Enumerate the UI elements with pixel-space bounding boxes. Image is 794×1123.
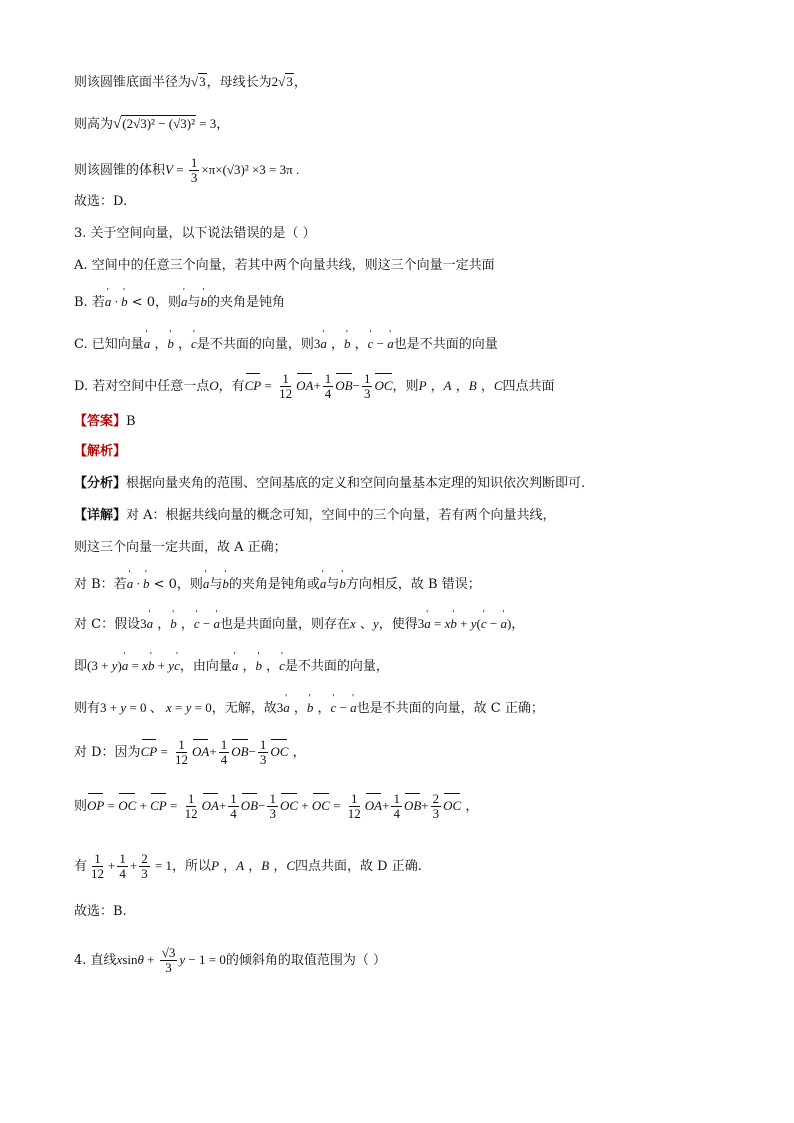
- detail-line-c1: 对 C：假设3' a ，' b ，' c − ' a也是共面向量，则存在x 、y，使得3' a = x' b + y(' c − ' a)，: [74, 614, 754, 635]
- fraction: $\frac{1}{3}$: [190, 155, 198, 185]
- fenxi-line: 【分析】根据向量夹角的范围、空间基底的定义和空间向量基本定理的知识依次判断即可.: [74, 476, 586, 491]
- detail-line-c3: 则有3 + y = 0 、 x = y = 0，无解，故3' a ，' b ，' c − ' a也是不共面的向量，故 C 正确；: [74, 698, 754, 719]
- detail-line-d1: 对 D：因为CP = $\frac{1}{12}$ OA+ $\frac{1}{4}$ OB− $\frac{1}{3}$ OC ，: [74, 737, 306, 767]
- text-line-height: 则高为√(2√3)² − (√3)² = 3，: [74, 116, 230, 132]
- detail-line-1: 【详解】对 A：根据共线向量的概念可知，空间中的三个向量，若有两个向量共线，: [74, 508, 556, 523]
- question-3-title: 3. 关于空间向量，以下说法错误的是（ ）: [74, 226, 316, 241]
- option-c: C. 已知向量' a ，' b ，' c是不共面的向量，则3' a ，' b ，' c − ' a也是不共面的向量: [74, 334, 754, 355]
- detail-line-b: 对 B：若' a · ' b < 0，则' a与' b的夹角是钝角或' a与' b方向相反，故 B 错误；: [74, 574, 754, 595]
- detail-line-d3: 有 $\frac{1}{12}$ + $\frac{1}{4}$ + $\frac{2}{3}$ = 1，所以P ，A ，B ，C四点共面，故 D 正确.: [74, 851, 422, 881]
- detail-line-d2: 则OP = OC + CP = $\frac{1}{12}$ OA+ $\frac{1}{4}$ OB− $\frac{1}{3}$ OC + OC = $\frac{1}{12}$ OA+ $\frac{1}{4}$ OB+ $\frac{2}{3}$ OC ，: [74, 791, 479, 821]
- detail-line-c2: 即(3 + y)' a = x' b + y' c，由向量' a ，' b ，' c是不共面的向量，: [74, 656, 754, 677]
- answer-value: B: [126, 414, 136, 429]
- option-a: A. 空间中的任意三个向量，若其中两个向量共线，则这三个向量一定共面: [74, 258, 495, 273]
- text-line-radius: 则该圆锥底面半径为√3，母线长为2√3，: [74, 74, 307, 90]
- detail-choice-line: 故选：B.: [74, 904, 127, 919]
- question-4-title: 4. 直线xsinθ + $\frac{√3}{3}$ y − 1 = 0的倾斜角的取值范围为（ ）: [74, 945, 386, 975]
- option-b: B. 若' a · ' b < 0，则' a与' b的夹角是钝角: [74, 292, 754, 313]
- option-d: D. 若对空间中任意一点O，有CP = $\frac{1}{12}$ OA+ $\frac{1}{4}$ OB− $\frac{1}{3}$ OC，则P ，A ，B ，C四点共面: [74, 371, 555, 401]
- text-line-choice: 故选：D.: [74, 194, 128, 209]
- answer-line: [74, 412, 754, 432]
- detail-line-2: 则这三个向量一定共面，故 A 正确；: [74, 540, 287, 555]
- answer-tag: 【答案】: [74, 414, 127, 429]
- analysis-heading: 【解析】: [74, 444, 127, 459]
- text-line-volume: 则该圆锥的体积V = $\frac{1}{3}$ ×π×(√3)² ×3 = 3π .: [74, 155, 300, 185]
